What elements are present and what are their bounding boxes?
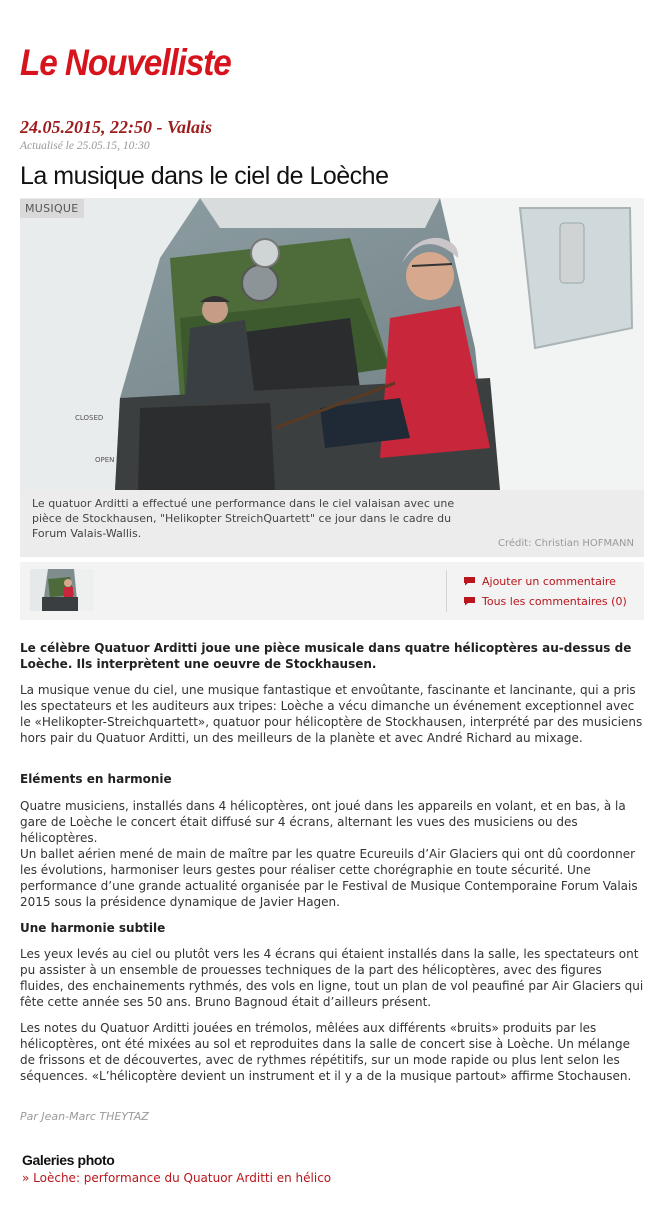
photo-caption: Le quatuor Arditti a effectué une performance dans le ciel valaisan avec une pièce de Stockhausen, "Helikopter StreichQuartett" ce jour dans le cadre du Forum Valais-Wallis. (32, 497, 455, 540)
photo-thumbnail[interactable] (30, 569, 94, 611)
article-date: 24.05.2015, 22:50 - Valais (20, 117, 213, 137)
subheading-1: Eléments en harmonie (20, 772, 172, 786)
galleries-heading: Galeries photo (22, 1152, 115, 1168)
article-photo[interactable] (20, 198, 644, 490)
comment-bubble-icon (463, 576, 476, 586)
closed-label: CLOSED (75, 414, 104, 422)
thumbnail-divider (446, 570, 447, 612)
photo-caption-box (20, 490, 644, 557)
paragraph-4: Les yeux levés au ciel ou plutôt vers les 4 écrans qui étaient installés dans la salle, les spectateurs ont pu assister à un ensemble de prouesses techniques de la part des hélicoptères, avec des figures fluides, des enchainements rythmés, des vols en ligne, tout un plan de vol peaufiné par Air Glaciers qui fête cette année ses 50 ans. Bruno Bagnoud était d’ailleurs présent. (20, 947, 644, 1009)
article-byline: Par Jean-Marc THEYTAZ (20, 1110, 149, 1123)
article-lead: Le célèbre Quatuor Arditti joue une pièce musicale dans quatre hélicoptères au-dessus de Loèche. Ils interprètent une oeuvre de Stockhausen. (20, 641, 632, 671)
open-label: OPEN (95, 456, 115, 464)
paragraph-1: La musique venue du ciel, une musique fantastique et envoûtante, fascinante et lancinante, qui a pris les spectateurs et les auditeurs aux tripes: Loèche a vécu dimanche un événement exceptionnel avec le «Helikopter-Streichquartett», quatuor pour hélicoptère de Stockhausen, interprété par des musiciens hors pair du Quatuor Arditti, un des meilleurs de la planète et avec André Richard au mixage. (20, 683, 643, 745)
site-logo[interactable]: Le Nouvelliste (20, 42, 231, 83)
paragraph-5: Les notes du Quatuor Arditti jouées en trémolos, mêlées aux différents «bruits» produits par les hélicoptères, ont été mixées au sol et reproduites dans la salle de concert sise à Loèche. Un mélange de frissons et de découvertes, avec de rythmes répétitifs, sur un mode rapide ou plus lent selon les séquences. «L’hélicoptère devient un instrument et il y a de la musique partout» affirme Stochausen. (20, 1021, 632, 1083)
thumbnail-strip (20, 562, 644, 620)
article-title: La musique dans le ciel de Loèche (20, 162, 389, 190)
paragraph-3: Un ballet aérien mené de main de maître par les quatre Ecureuils d’Air Glaciers qui ont dû coordonner les évolutions, harmoniser leurs gestes pour réaliser cette chorégraphie en toute sécurité. Une performance d’une grande actualité organisée par le Festival de Musique Contemporaine Forum Valais 2015 sous la présidence dynamique de Javier Hagen. (20, 847, 638, 909)
subheading-2: Une harmonie subtile (20, 921, 166, 935)
article-updated: Actualisé le 25.05.15, 10:30 (20, 140, 150, 152)
category-badge: MUSIQUE (20, 199, 84, 218)
gallery-link[interactable]: » Loèche: performance du Quatuor Arditti en hélico (22, 1171, 332, 1185)
comments-bubble-icon (463, 596, 476, 606)
all-comments-link[interactable]: Tous les commentaires (0) (482, 595, 627, 608)
add-comment-link[interactable]: Ajouter un commentaire (482, 575, 616, 588)
helicopter-cabin-illustration (20, 198, 644, 490)
photo-credit: Crédit: Christian HOFMANN (498, 538, 634, 549)
paragraph-2: Quatre musiciens, installés dans 4 hélicoptères, ont joué dans les appareils en volant, et en bas, à la gare de Loèche le concert était diffusé sur 4 écrans, alternant les vues des musiciens ou des hélicoptères. (20, 799, 626, 845)
